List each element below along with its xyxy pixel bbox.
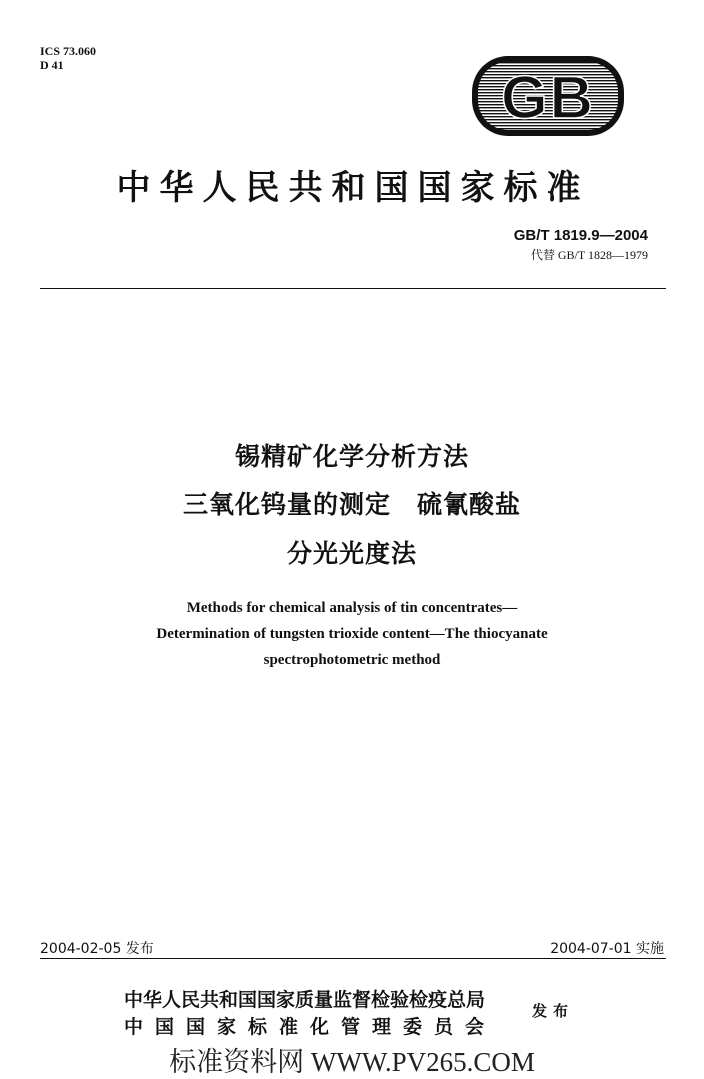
gb-logo-icon bbox=[472, 56, 624, 136]
issue-date: 2004-02-05 发布 bbox=[40, 941, 154, 957]
publisher-line1: 中华人民共和国国家质量监督检验检疫总局 bbox=[124, 989, 486, 1011]
publisher-line2: 中国国家标准化管理委员会 bbox=[124, 1016, 497, 1038]
top-divider bbox=[40, 288, 666, 289]
english-title bbox=[0, 595, 704, 673]
svg-text:GB: GB bbox=[501, 64, 595, 131]
implementation-date: 2004-07-01 实施 bbox=[550, 941, 664, 957]
ccs-code: D 41 bbox=[40, 58, 64, 72]
standard-type-title: 中华人民共和国国家标准 bbox=[116, 168, 590, 208]
cn-title-line2-part1: 三氧化钨量的测定 bbox=[182, 490, 391, 519]
bottom-divider bbox=[40, 958, 666, 959]
classification-codes bbox=[40, 44, 96, 72]
en-title-line2: Determination of tungsten trioxide content—The thiocyanate bbox=[156, 626, 548, 642]
standard-number: GB/T 1819.9—2004 bbox=[513, 227, 648, 244]
publish-tag: 发布 bbox=[532, 1002, 575, 1020]
watermark-text: 标准资料网 WWW.PV265.COM bbox=[169, 1047, 535, 1077]
cn-title-line2-part2: 硫氰酸盐 bbox=[417, 490, 522, 519]
cn-title-line1: 锡精矿化学分析方法 bbox=[234, 442, 469, 471]
cn-title-line2 bbox=[0, 485, 704, 521]
cn-title-line3: 分光光度法 bbox=[286, 539, 417, 568]
ics-code: ICS 73.060 bbox=[40, 44, 97, 58]
en-title-line3: spectrophotometric method bbox=[263, 652, 441, 668]
replaces-standard: 代替 GB/T 1828—1979 bbox=[530, 248, 648, 262]
en-title-line1: Methods for chemical analysis of tin concentrates— bbox=[186, 600, 518, 616]
